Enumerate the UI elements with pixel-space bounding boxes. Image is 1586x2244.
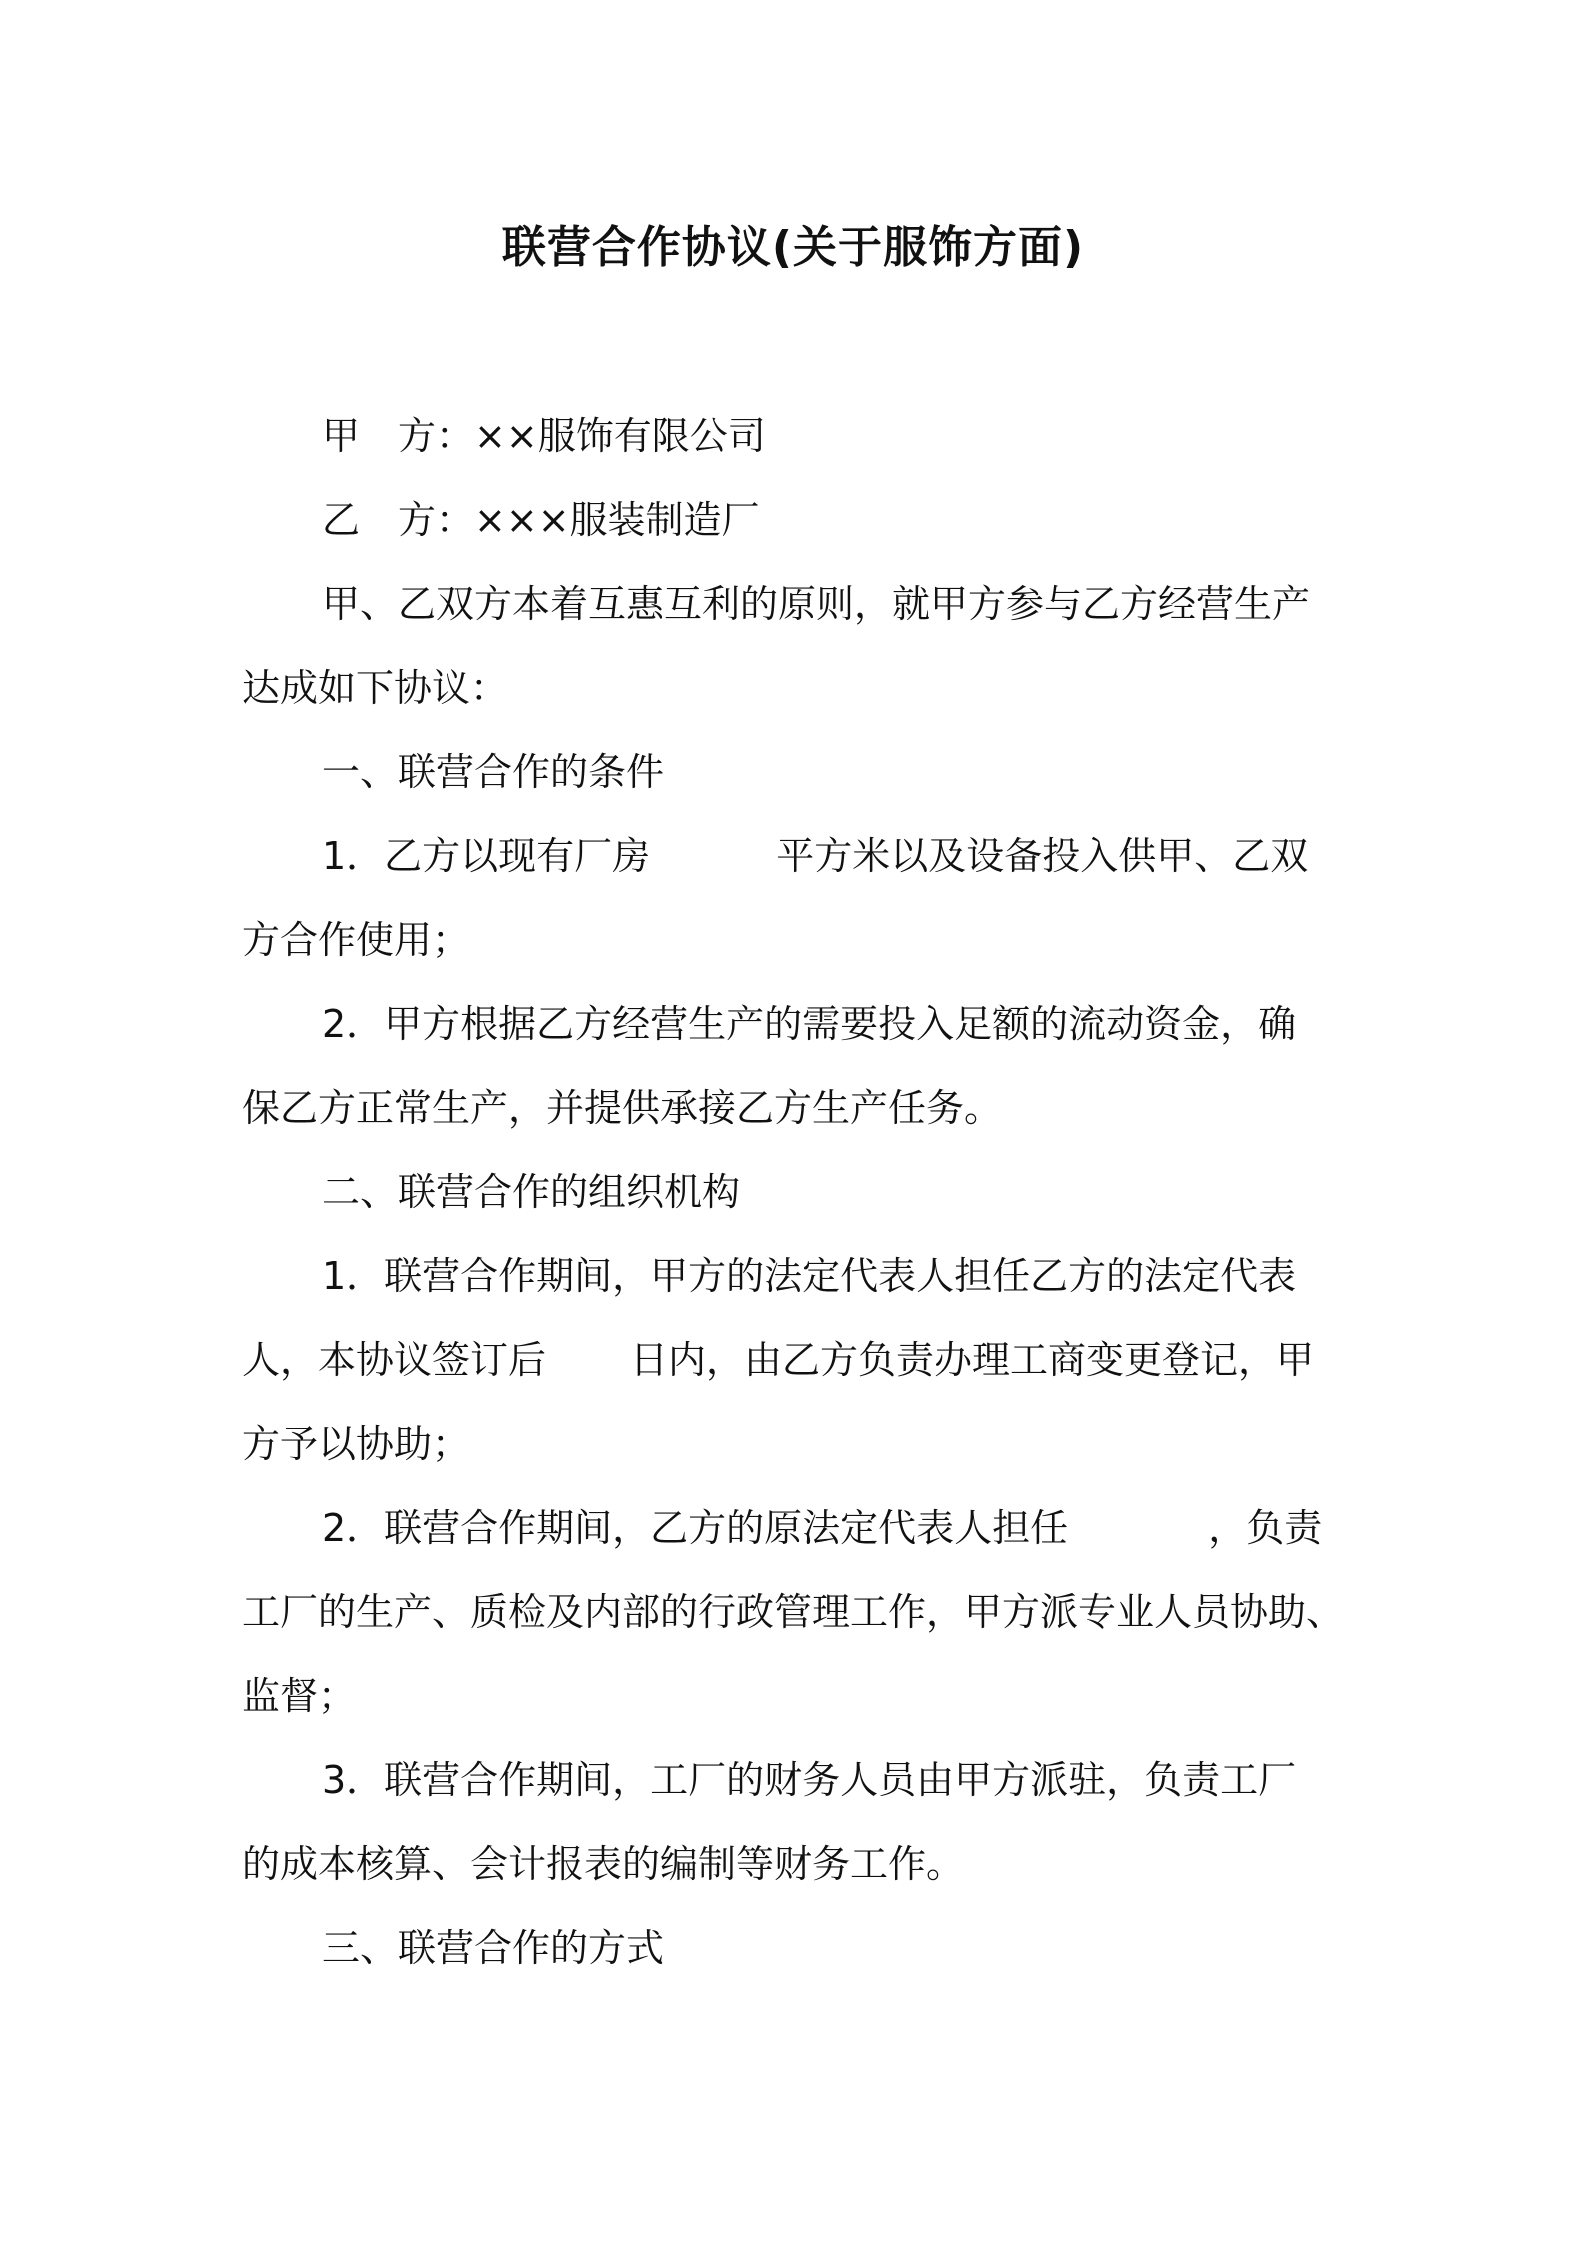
section-1-item-2-line-2: 保乙方正常生产，并提供承接乙方生产任务。 bbox=[242, 1086, 1003, 1130]
document-title: 联营合作协议(关于服饰方面) bbox=[501, 222, 1085, 273]
section-1-item-2-line-1: 2．甲方根据乙方经营生产的需要投入足额的流动资金，确 bbox=[322, 1002, 1297, 1046]
section-2-item-2-text-a2: ，负责 bbox=[1208, 1506, 1323, 1550]
section-2-item-2-line-1 bbox=[322, 1502, 1322, 1554]
section-1-item-1-text-b: 平方米以及设备投入供甲、乙双 bbox=[776, 834, 1309, 878]
section-2-item-1-text-b1: 人，本协议签订后 bbox=[242, 1338, 547, 1382]
section-1-item-1-text-a: 1．乙方以现有厂房 bbox=[322, 834, 651, 878]
section-2-item-2-text-a1: 2．联营合作期间，乙方的原法定代表人担任 bbox=[322, 1506, 1069, 1550]
section-2-heading: 二、联营合作的组织机构 bbox=[322, 1170, 741, 1214]
party-b-label: 乙 方： bbox=[322, 498, 475, 542]
section-2-item-1-line-1: 1．联营合作期间，甲方的法定代表人担任乙方的法定代表 bbox=[322, 1254, 1297, 1298]
section-2-item-1-line-3: 方予以协助； bbox=[242, 1422, 471, 1466]
section-2-item-1-line-2 bbox=[242, 1334, 1314, 1386]
section-1-item-1-line-1 bbox=[322, 830, 1308, 882]
section-1-item-1-line-2: 方合作使用； bbox=[242, 918, 471, 962]
intro-line-1: 甲、乙双方本着互惠互利的原则，就甲方参与乙方经营生产 bbox=[322, 582, 1311, 626]
party-a-name: ××服饰有限公司 bbox=[474, 414, 766, 458]
section-3-heading: 三、联营合作的方式 bbox=[322, 1926, 665, 1970]
intro-line-2: 达成如下协议： bbox=[242, 666, 509, 710]
section-2-item-3-line-2: 的成本核算、会计报表的编制等财务工作。 bbox=[242, 1842, 965, 1886]
section-1-heading: 一、联营合作的条件 bbox=[322, 750, 665, 794]
section-2-item-1-text-b2: 日内，由乙方负责办理工商变更登记，甲 bbox=[630, 1338, 1315, 1382]
section-2-item-2-line-3: 监督； bbox=[242, 1674, 357, 1718]
party-a-line bbox=[322, 410, 766, 462]
party-b-line bbox=[322, 494, 760, 546]
party-a-label: 甲 方： bbox=[322, 414, 475, 458]
section-2-item-2-line-2: 工厂的生产、质检及内部的行政管理工作，甲方派专业人员协助、 bbox=[242, 1590, 1345, 1634]
party-b-name: ×××服装制造厂 bbox=[474, 498, 760, 542]
section-2-item-3-line-1: 3．联营合作期间，工厂的财务人员由甲方派驻，负责工厂 bbox=[322, 1758, 1297, 1802]
